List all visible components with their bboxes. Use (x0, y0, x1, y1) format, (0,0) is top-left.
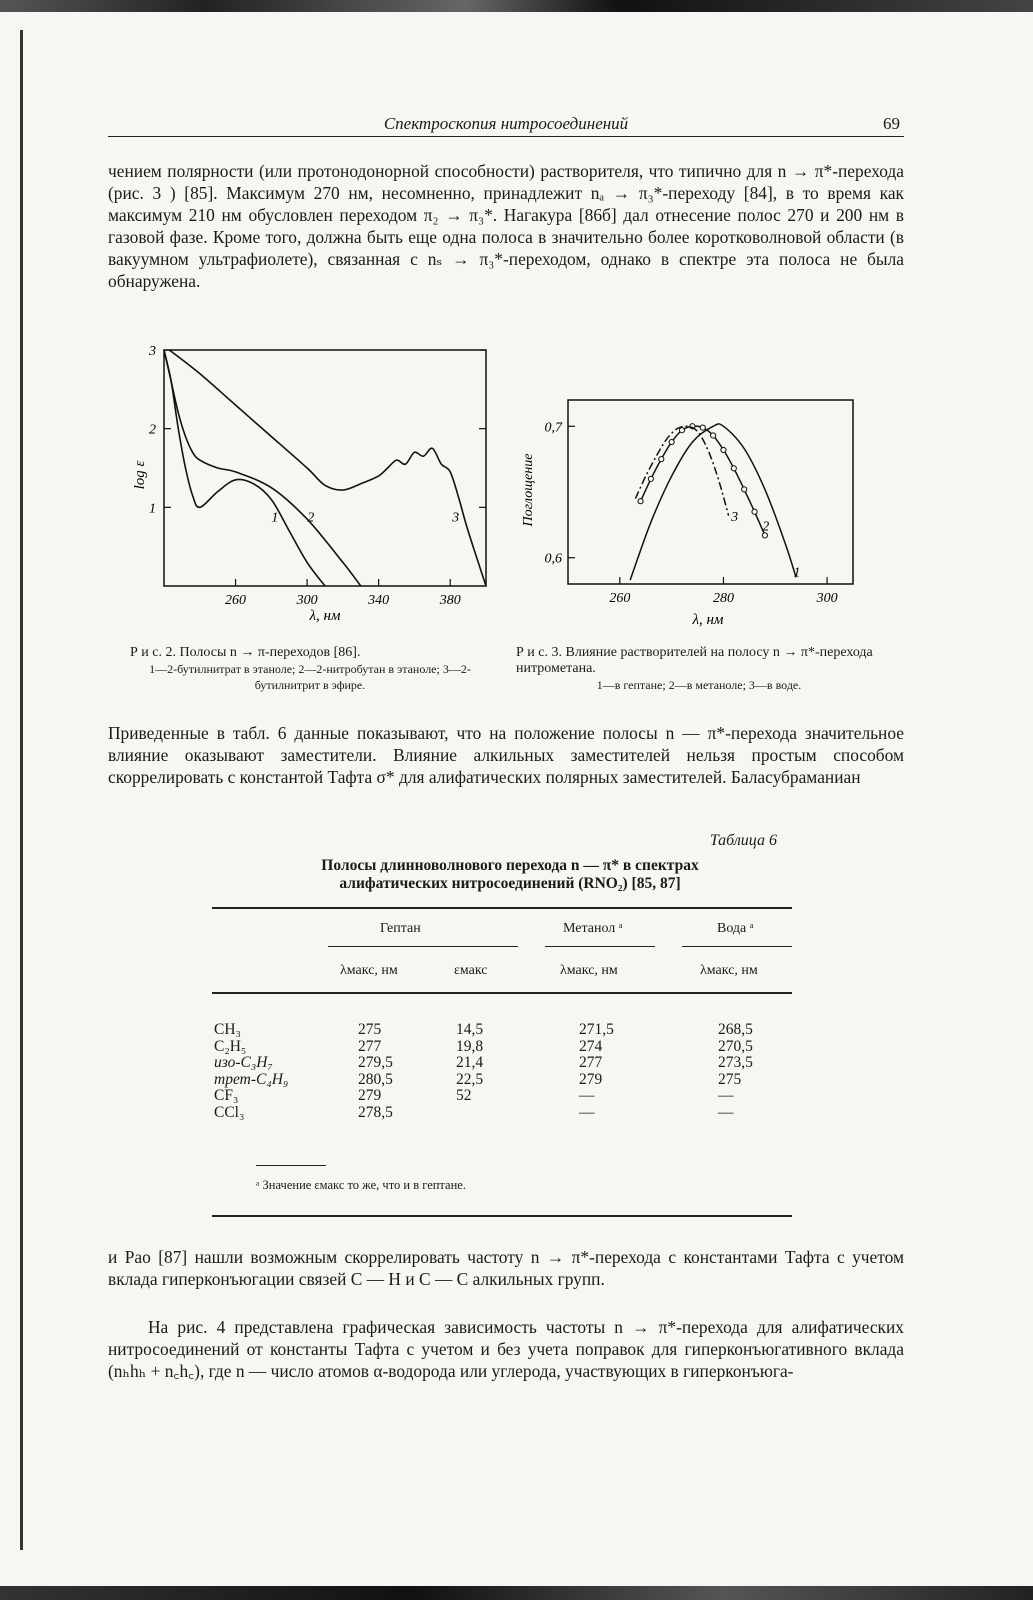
table-caption (160, 857, 860, 893)
fig3-marker (638, 499, 643, 504)
fig3-curve-label: 1 (793, 565, 801, 581)
fig2-curve-label: 2 (307, 510, 315, 526)
subheader-1: λмакс, нм (340, 963, 398, 978)
table-cell: 271,5 (579, 1021, 614, 1038)
table-cell: 278,5 (358, 1103, 393, 1121)
fig2-caption-title: Р и с. 2. Полосы n → π-переходов [86]. (130, 645, 361, 660)
fig3-marker (721, 447, 726, 452)
fig2-curve-2 (164, 350, 361, 586)
footnote-rule (256, 1165, 326, 1166)
fig3-marker (648, 476, 653, 481)
header-water: Вода ᵃ (717, 921, 754, 936)
table-rule-header (212, 992, 792, 994)
page-number: 69 (883, 114, 900, 133)
table-cell: 19,8 (456, 1037, 484, 1055)
running-title: Спектроскопия нитросоединений (383, 114, 629, 133)
table-footnote: ᵃ Значение εмакс то же, что и в гептане. (256, 1178, 466, 1192)
table-cell: 270,5 (718, 1037, 753, 1055)
fig3-curve-2 (641, 426, 765, 535)
scan-edge-bottom (0, 1586, 1033, 1600)
table-cell: 277 (358, 1037, 382, 1055)
running-header (108, 112, 904, 137)
fig3-curve-1 (630, 424, 796, 580)
fig2-caption (130, 645, 490, 693)
table-rule-methanol (545, 946, 655, 947)
table-cell: 268,5 (718, 1021, 753, 1038)
fig2-xtick-label: 260 (225, 593, 247, 608)
paragraph-4: На рис. 4 представлена графическая зависимость частоты n → π*-перехода для алифатических нитросоединений от константы Тафта с учетом и без учета поправок для гиперконъюгативного вклада (nₕhₕ + n꜀h꜀), где n — число атомов α-водорода или углерода, участвующих в гиперконъюга- (108, 1317, 904, 1381)
fig2-ytick-label: 1 (149, 501, 156, 517)
table-cell: 279 (579, 1070, 603, 1088)
paragraph-1: чением полярности (или протонодонорной способности) растворителя, что типично для n → π*-перехода (рис. 3 ) [85]. Максимум 270 нм, несомненно, принадлежит nₐ → π₃*-переходу [84], в то время как максимум 210 нм обусловлен переходом π₂ → π₃*. Нагакура [86б] дал отнесение полос 270 и 200 нм в газовой фазе. Кроме того, должна быть еще одна полоса в значительно более коротковолновой области (в вакуумном ультрафиолете), связанная с nₛ → π₃*-переходом, однако в спектре эта полоса не была обнаружена. (108, 161, 904, 291)
table-cell: — (718, 1103, 734, 1121)
fig2-ytick-label: 3 (149, 344, 156, 359)
scan-edge-top (0, 0, 1033, 12)
table-cell: 273,5 (718, 1054, 753, 1071)
table-cell: — (718, 1087, 734, 1104)
table-row-label: CCl₃ (214, 1103, 245, 1121)
subheader-4: λмакс, нм (700, 963, 758, 978)
fig3-curve-label: 2 (762, 519, 770, 535)
fig3-ytick-label: 0,6 (544, 551, 562, 567)
table-cell: 279,5 (358, 1054, 393, 1071)
table-cell: 280,5 (358, 1070, 393, 1088)
fig3-marker (679, 428, 684, 433)
fig2-ylabel: log ε (132, 460, 148, 490)
table-caption-line1: Полосы длинноволнового перехода n — π* в спектрах (321, 857, 699, 874)
fig3-marker (659, 457, 664, 462)
fig2-curve-label: 1 (271, 510, 279, 526)
table-cell: — (579, 1087, 595, 1104)
fig3-marker (710, 433, 715, 438)
table-cell: 275 (358, 1021, 382, 1038)
figure-3 (518, 390, 878, 640)
fig2-caption-legend: 1—2-бутилнитрат в этаноле; 2—2-нитробутан в этаноле; 3—2-бутилнитрит в эфире. (149, 662, 471, 692)
fig3-curve-label: 3 (731, 510, 739, 526)
fig2-xlabel: λ, нм (309, 608, 341, 624)
table-cell: 274 (579, 1037, 603, 1055)
table-row-label: изо-C₃H₇ (214, 1054, 273, 1071)
scan-edge-left (20, 30, 23, 1550)
paragraph-3: и Рао [87] нашли возможным скоррелировать частоту n → π*-перехода с константами Тафта с учетом вклада гиперконъюгации связей C — H и C — C алкильных групп. (108, 1247, 904, 1289)
header-heptane: Гептан (380, 921, 421, 936)
table-label: Таблица 6 (709, 832, 777, 849)
fig3-ytick-label: 0,7 (544, 420, 562, 436)
fig3-marker (731, 466, 736, 471)
header-methanol: Метанол ᵃ (563, 921, 623, 936)
table-row-label: C₂H₅ (214, 1037, 247, 1055)
paragraph-2: Приведенные в табл. 6 данные показывают, что на положение полосы n — π*-перехода значительное влияние оказывают заместители. Влияние алкильных заместителей нельзя простым способом скоррелировать с константой Тафта σ* для алифатических полярных заместителей. Баласубраманиан (108, 723, 904, 787)
fig3-xtick-label: 300 (816, 591, 838, 606)
table-cell: 275 (718, 1070, 742, 1088)
fig2-xtick-label: 340 (368, 593, 390, 608)
table-cell: 14,5 (456, 1021, 484, 1038)
table-rule-bottom (212, 1215, 792, 1217)
table-row-label: CH₃ (214, 1021, 241, 1038)
table-cell: 277 (579, 1054, 603, 1071)
table-cell: 279 (358, 1087, 382, 1104)
fig3-caption (516, 645, 882, 693)
fig2-curve-label: 3 (452, 510, 460, 526)
table-row-label: CF₃ (214, 1087, 239, 1104)
table-cell: 21,4 (456, 1054, 484, 1071)
fig3-marker (752, 509, 757, 514)
table-rule-top (212, 907, 792, 909)
table-rule-heptane (328, 946, 518, 947)
fig3-xlabel: λ, нм (692, 612, 724, 628)
fig3-marker (669, 439, 674, 444)
fig3-marker (742, 487, 747, 492)
fig2-xtick-label: 300 (296, 593, 318, 608)
fig3-marker (700, 425, 705, 430)
fig3-ylabel: Поглощение (521, 453, 536, 527)
figure-2 (130, 340, 500, 630)
subheader-3: λмакс, нм (560, 963, 618, 978)
fig2-xtick-label: 380 (439, 593, 461, 608)
fig3-caption-title: Р и с. 3. Влияние растворителей на полосу n → π*-перехода нитрометана. (516, 645, 873, 676)
fig2-curve-1 (164, 350, 325, 586)
table-cell: 22,5 (456, 1070, 484, 1088)
table-caption-line2: алифатических нитросоединений (RNO₂) [85, 87] (339, 875, 681, 892)
table-cell: 52 (456, 1087, 472, 1104)
subheader-2: εмакс (454, 963, 488, 978)
fig3-xtick-label: 260 (609, 591, 631, 606)
table-row-label: трет-C₄H₉ (214, 1070, 289, 1088)
fig2-ytick-label: 2 (149, 422, 156, 438)
table-rule-water (682, 946, 792, 947)
fig3-curve-3 (635, 426, 728, 516)
fig3-xtick-label: 280 (712, 591, 734, 606)
fig3-caption-legend: 1—в гептане; 2—в метаноле; 3—в воде. (596, 678, 802, 692)
table-cell: — (579, 1103, 595, 1121)
